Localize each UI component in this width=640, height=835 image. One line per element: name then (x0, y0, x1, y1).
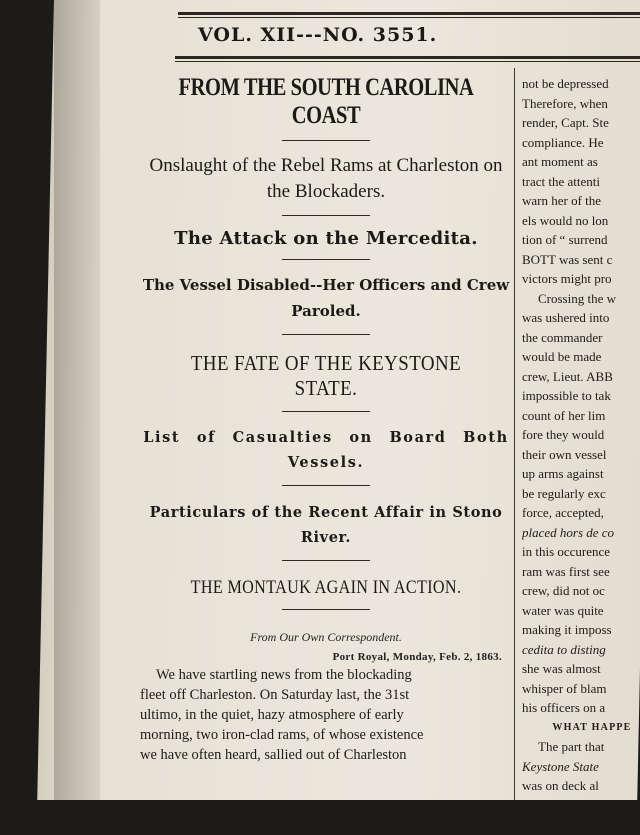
column-line: crew, Lieut. ABB (522, 368, 613, 384)
body-line: ultimo, in the quiet, hazy atmosphere of early (140, 707, 404, 723)
column-line: tract the attenti (522, 173, 600, 189)
masthead-rule-thin (175, 61, 640, 62)
headline-divider (282, 215, 370, 216)
column-line: Crossing the w (538, 290, 616, 306)
column-line: impossible to tak (522, 388, 611, 403)
adjacent-column (522, 74, 640, 835)
column-line: caused the alar (522, 797, 600, 813)
body-line: morning, two iron-clad rams, of whose existence (140, 727, 424, 743)
headline-divider (282, 609, 370, 610)
column-line: the commander (522, 329, 603, 345)
column-line: was on deck al (522, 778, 599, 793)
column-line: she was almost (522, 661, 601, 676)
top-rule-thin (178, 17, 640, 18)
body-line: fleet off Charleston. On Saturday last, the 31st (140, 687, 410, 703)
headline-divider (282, 560, 370, 561)
column-line: water was quite (522, 602, 604, 618)
column-line: his officers on a (522, 700, 606, 715)
column-line: making it imposs (522, 622, 612, 637)
column-line: crew, did not oc (522, 583, 605, 598)
page-fold-shadow (54, 0, 100, 800)
column-line: the blockade, (522, 817, 592, 832)
body-line: We have startling news from the blockading (156, 667, 412, 683)
column-line: count of her lim (522, 407, 606, 423)
headline-deck-rams: Onslaught of the Rebel Rams at Charleston on the Blockaders. (149, 155, 503, 202)
column-line: their own vessel (522, 446, 607, 462)
column-line: tion of “ surrend (522, 232, 608, 247)
column-line: els would no lon (522, 212, 609, 228)
headline-deck-stono: Particulars of the Recent Affair in Stono River. (149, 504, 503, 546)
byline: From Our Own Correspondent. (250, 630, 402, 644)
masthead-rule (175, 56, 640, 59)
top-rule (178, 12, 640, 15)
column-line: in this occurence (522, 544, 611, 559)
body-line: we have often heard, sallied out of Charleston (140, 747, 407, 763)
column-line: render, Capt. Ste (522, 115, 609, 130)
headline-divider (282, 259, 370, 260)
column-line: force, accepted, (522, 505, 604, 520)
headline-deck-casualties: List of Casualties on Board Both Vessels. (143, 429, 509, 471)
headline-deck-montauk: THE MONTAUK AGAIN IN ACTION. (190, 577, 462, 598)
column-line: ant moment as (522, 154, 598, 169)
volume-number: VOL. XII---NO. 3551. (198, 24, 438, 46)
headline-deck-mercedita: The Attack on the Mercedita. (174, 228, 478, 249)
column-subhead: WHAT HAPPE (552, 721, 632, 733)
column-line: would be made (522, 349, 602, 364)
column-line: warn her of the (522, 193, 602, 208)
column-rule (514, 68, 515, 800)
column-line: The part that (538, 739, 605, 754)
column-line: be regularly exc (522, 485, 606, 501)
column-line: up arms against (522, 466, 604, 481)
dateline: Port Royal, Monday, Feb. 2, 1863. (332, 651, 502, 663)
main-article-column (140, 66, 512, 765)
headline-main: FROM THE SOUTH CAROLINA COAST (178, 74, 474, 129)
column-line: cedita to disting (522, 641, 606, 657)
column-line: victors might pro (522, 271, 612, 286)
column-line: not be depressed (522, 76, 609, 91)
column-line: was ushered into (522, 310, 610, 325)
headline-deck-keystone: THE FATE OF THE KEYSTONE STATE. (190, 351, 462, 400)
column-line: whisper of blam (522, 680, 607, 696)
article-body (140, 665, 512, 765)
column-line: compliance. He (522, 134, 604, 150)
column-line: Therefore, when (522, 95, 608, 111)
headline-divider (282, 334, 370, 335)
headline-divider (282, 411, 370, 412)
headline-divider (282, 485, 370, 486)
column-line: BOTT was sent c (522, 251, 613, 267)
headline-divider (282, 140, 370, 141)
column-line: fore they would (522, 427, 605, 442)
column-line: ram was first see (522, 563, 610, 579)
column-line: placed hors de co (522, 524, 615, 540)
headline-deck-vessel: The Vessel Disabled--Her Officers and Crew Paroled. (142, 276, 510, 320)
column-line: Keystone State (522, 758, 599, 774)
